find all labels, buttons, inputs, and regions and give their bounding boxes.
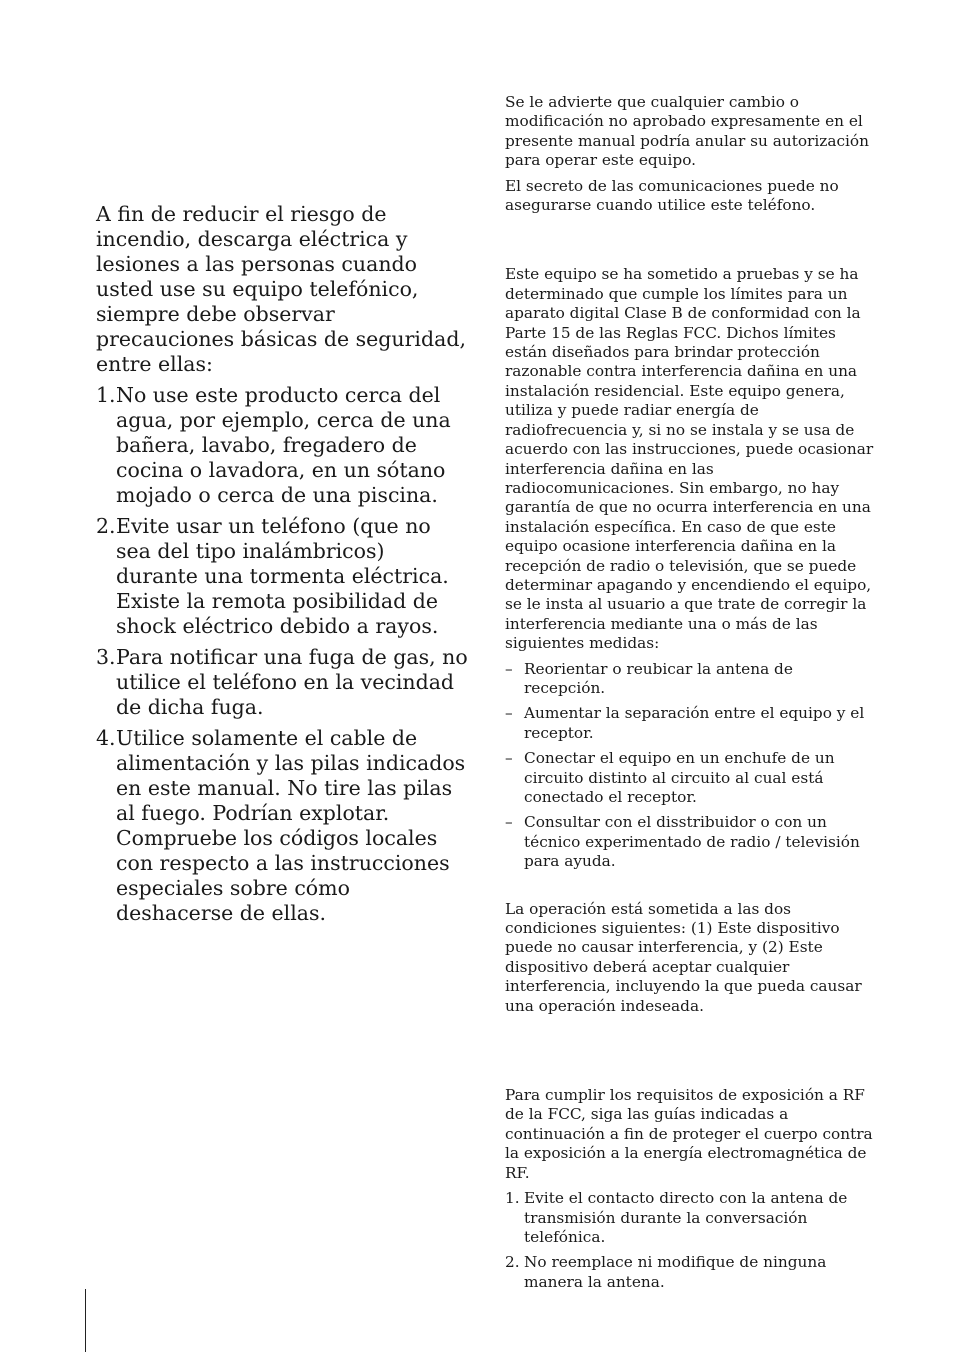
list-item [505, 813, 877, 871]
list-item [96, 514, 468, 639]
regulatory-section [505, 93, 877, 1298]
item-text: Conectar el equipo en un enchufe de un circuito distinto al circuito al cual está conectado el receptor. [524, 749, 835, 806]
item-number: 4. [96, 726, 116, 750]
list-item [505, 704, 877, 743]
list-item [505, 660, 877, 699]
item-number: 2. [505, 1253, 520, 1272]
safety-section [96, 202, 468, 932]
rf-intro-paragraph: Para cumplir los requisitos de exposición a RF de la FCC, siga las guías indicadas a continuación a fin de proteger el cuerpo contra la exposición a la energía electromagnética de RF. [505, 1086, 873, 1182]
item-text: Para notificar una fuga de gas, no utilice el teléfono en la vecindad de dicha fuga. [116, 645, 468, 719]
dash-marker: – [505, 749, 513, 768]
dash-marker: – [505, 704, 513, 723]
item-number: 3. [96, 645, 116, 669]
item-number: 1. [96, 383, 116, 407]
spacer [505, 1022, 877, 1086]
list-item [505, 1189, 877, 1247]
item-text: No reemplace ni modifique de ninguna manera la antena. [524, 1253, 827, 1291]
item-text: Utilice solamente el cable de alimentación y las pilas indicados en este manual. No tire las pilas al fuego. Podrían explotar. Compruebe los códigos locales con respecto a las instrucciones especiales sobre cómo deshacerse de ellas. [116, 726, 466, 925]
dash-marker: – [505, 659, 513, 678]
safety-list [96, 383, 468, 926]
list-item [96, 383, 468, 508]
list-item [505, 749, 877, 807]
list-item [96, 645, 468, 720]
notice-paragraph: Se le advierte que cualquier cambio o modificación no aprobado expresamente en el presente manual podría anular su autorización para operar este equipo. [505, 93, 869, 170]
item-text: Reorientar o reubicar la antena de recepción. [524, 659, 793, 697]
list-item [505, 1253, 877, 1292]
dash-marker: – [505, 813, 513, 832]
item-number: 2. [96, 514, 116, 538]
safety-intro: A fin de reducir el riesgo de incendio, descarga eléctrica y lesiones a las personas cuando usted use su equipo telefónico, siempre debe observar precauciones básicas de seguridad, entre ellas: [96, 202, 466, 376]
item-text: No use este producto cerca del agua, por ejemplo, cerca de una bañera, lavabo, fregadero de cocina o lavadora, en un sótano mojado o cerca de una piscina. [116, 383, 451, 507]
item-number: 1. [505, 1189, 520, 1208]
rf-list [505, 1189, 877, 1292]
item-text: Evite el contacto directo con la antena de transmisión durante la conversación telefónica. [524, 1189, 848, 1246]
fcc-measures-list [505, 660, 877, 872]
operation-paragraph: La operación está sometida a las dos condiciones siguientes: (1) Este dispositivo puede no causar interferencia, y (2) Este dispositivo deberá aceptar cualquier interferencia, incluyendo la que pueda causar una operación indeseada. [505, 899, 862, 1015]
item-text: Evite usar un teléfono (que no sea del tipo inalámbricos) durante una tormenta eléctrica. Existe la remota posibilidad de shock eléctrico debido a rayos. [116, 514, 449, 638]
item-text: Aumentar la separación entre el equipo y el receptor. [524, 704, 865, 742]
fcc-paragraph: Este equipo se ha sometido a pruebas y se ha determinado que cumple los límites para un aparato digital Clase B de conformidad con la Parte 15 de las Reglas FCC. Dichos límites están diseñados para brindar protección razonable contra interferencia dañina en una instalación residencial. Este equipo genera, utiliza y puede radiar energía de radiofrecuencia y, si no se instala y se usa de acuerdo con las instrucciones, puede ocasionar interferencia dañina en las radiocomunicaciones. Sin embargo, no hay garantía de que no ocurra interferencia en una instalación específica. En caso de que este equipo ocasione interferencia dañina en la recepción de radio o televisión, que se puede determinar apagando y encendiendo el equipo, se le insta al usuario a que trate de corregir la interferencia mediante una o más de las siguientes medidas: [505, 265, 874, 653]
margin-rule [85, 1289, 86, 1352]
privacy-paragraph: El secreto de las comunicaciones puede no asegurarse cuando utilice este teléfono. [505, 176, 839, 215]
spacer [505, 878, 877, 900]
item-text: Consultar con el disstribuidor o con un técnico experimentado de radio / televisión para ayuda. [524, 813, 860, 871]
list-item [96, 726, 468, 926]
spacer [505, 221, 877, 265]
